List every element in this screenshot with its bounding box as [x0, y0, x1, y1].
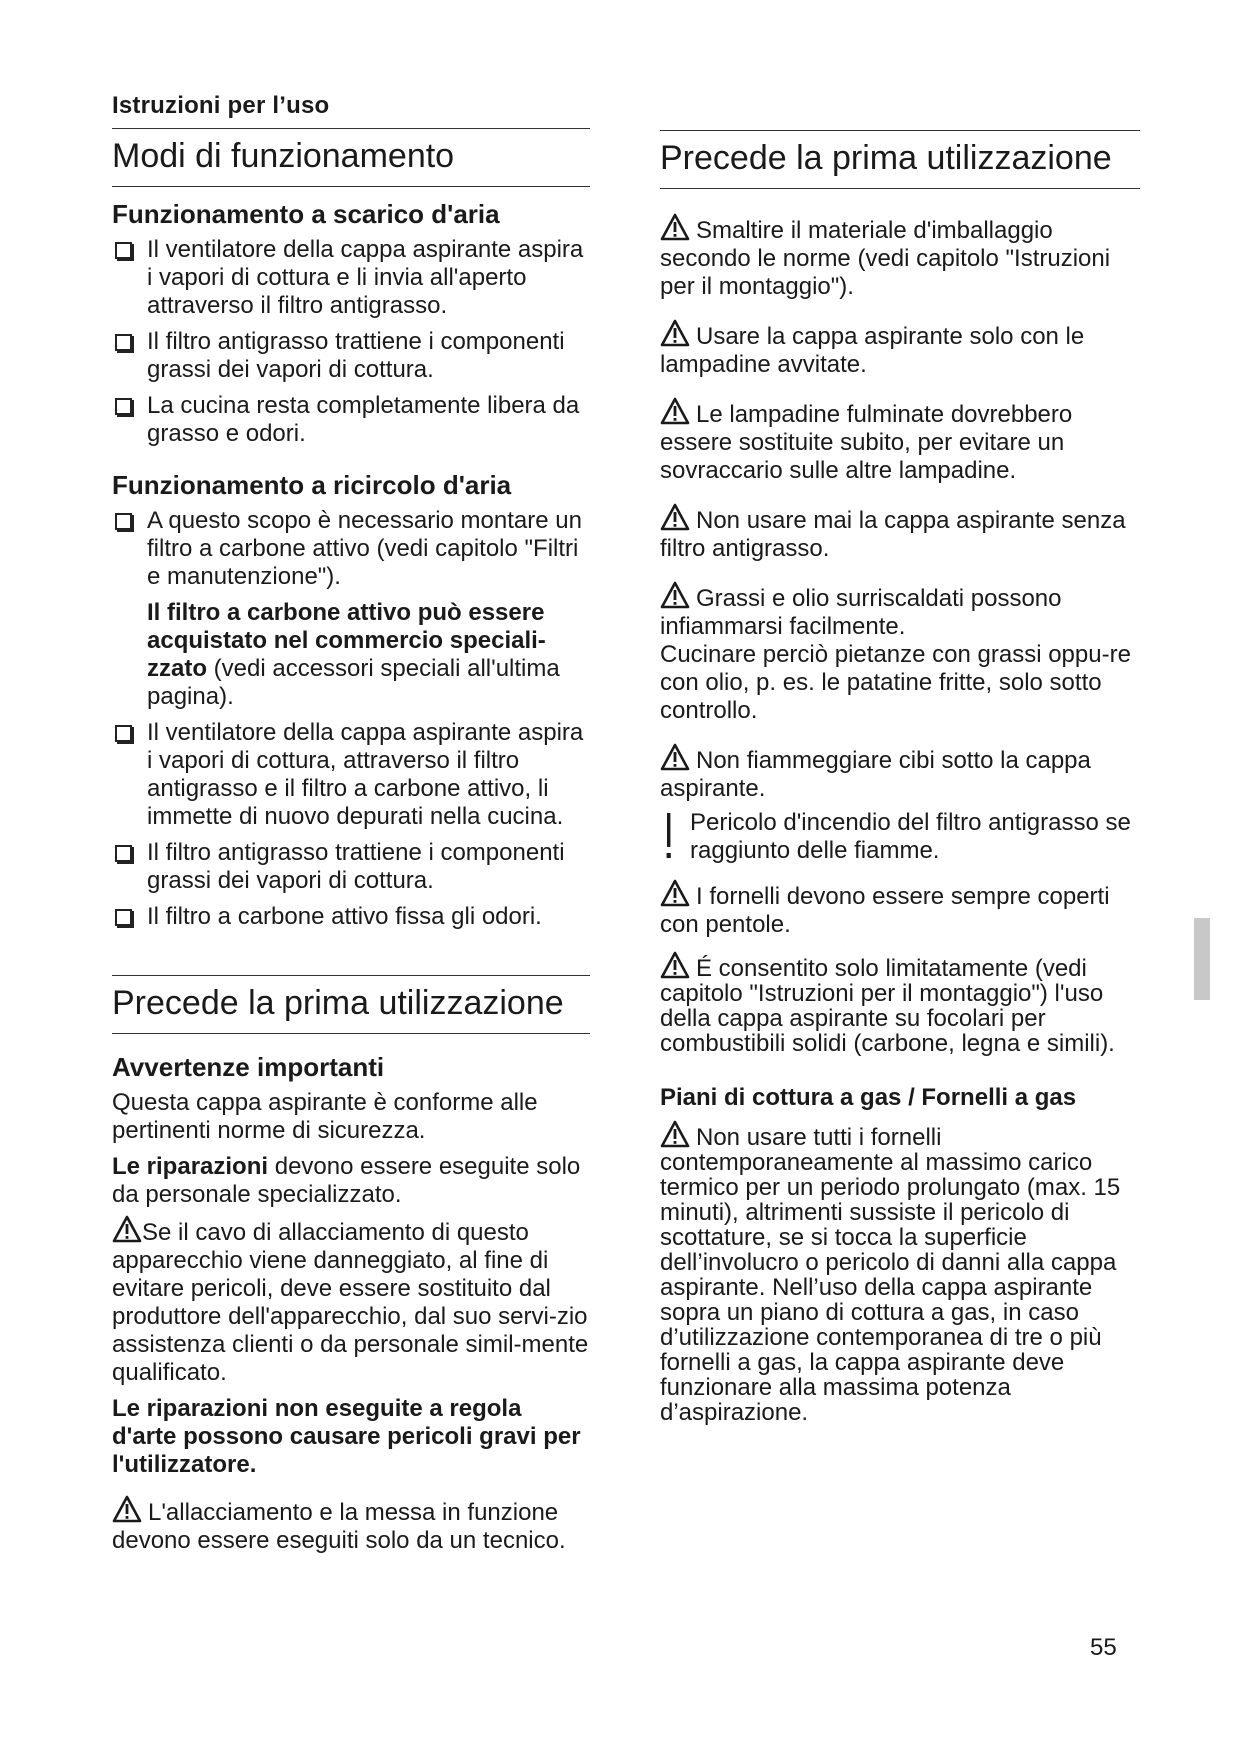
warning-icon [660, 581, 690, 609]
section-title-prima-right: Precede la prima utilizzazione [660, 139, 1112, 177]
checkbox-icon [115, 334, 132, 351]
warning-item: Non fiammeggiare cibi sotto la cappa aspirante. [660, 743, 1140, 803]
left-column [112, 92, 590, 1555]
checkbox-icon [115, 242, 132, 259]
paragraph-warning: Se il cavo di allacciamento di questo apparecchio viene danneggiato, al fine di evitare pericoli, deve essere sostituito dal produttore dell'apparecchio, dal suo servi-zio assistenza clienti o da personale simil-mente qualificato. [112, 1215, 590, 1387]
list-item: A questo scopo è necessario montare un filtro a carbone attivo (vedi capitolo "Filtri e manutenzione"). [112, 507, 590, 591]
page-number: 55 [1090, 1634, 1117, 1661]
warning-icon [112, 1215, 142, 1243]
warning-icon [660, 319, 690, 347]
document-header: Istruzioni per l’uso [112, 92, 330, 119]
checkbox-icon [115, 398, 132, 415]
paragraph: Questa cappa aspirante è conforme alle pertinenti norme di sicurezza. [112, 1089, 538, 1144]
caution-note: Pericolo d'incendio del filtro antigrasso se raggiunto delle fiamme. [660, 809, 1140, 865]
paragraph: Le riparazioni devono essere eseguite solo da personale specializzato. [112, 1153, 581, 1208]
divider [660, 188, 1140, 189]
warning-item: I fornelli devono essere sempre coperti con pentole. [660, 879, 1140, 939]
list-item: La cucina resta completamente libera da grasso e odori. [112, 392, 590, 448]
checkbox-icon [115, 909, 132, 926]
checkbox-icon [115, 845, 132, 862]
warning-icon [660, 213, 690, 241]
exclamation-icon [660, 809, 678, 865]
right-column [660, 92, 1140, 1443]
note-carbon-filter: Il filtro a carbone attivo può essere acquistato nel commercio speciali-zzato (vedi accessori speciali all'ultima pagina). [147, 599, 560, 710]
page-edge-tab [1194, 918, 1210, 1000]
warning-item: Le lampadine fulminate dovrebbero essere sostituite subito, per evitare un sovraccario sulle altre lampadine. [660, 397, 1140, 485]
section-title-prima: Precede la prima utilizzazione [112, 984, 564, 1022]
divider [112, 186, 590, 187]
section-title-modi: Modi di funzionamento [112, 137, 455, 175]
warning-icon [660, 951, 690, 979]
subtitle-scarico: Funzionamento a scarico d'aria [112, 199, 500, 229]
warning-icon [112, 1495, 142, 1523]
subtitle-avvertenze: Avvertenze importanti [112, 1052, 385, 1082]
paragraph-bold: Le riparazioni non eseguite a regola d'arte possono causare pericoli gravi per l'utilizzatore. [112, 1395, 581, 1478]
list-item: Il filtro antigrasso trattiene i componenti grassi dei vapori di cottura. [112, 328, 590, 384]
warning-icon [660, 503, 690, 531]
list-item: Il ventilatore della cappa aspirante aspira i vapori di cottura, attraverso il filtro antigrasso e il filtro a carbone attivo, li immette di nuovo depurati nella cucina. [112, 719, 590, 831]
warning-icon [660, 879, 690, 907]
warning-item: Usare la cappa aspirante solo con le lampadine avvitate. [660, 319, 1140, 379]
warning-item: Smaltire il materiale d'imballaggio secondo le norme (vedi capitolo "Istruzioni per il montaggio"). [660, 213, 1140, 301]
subtitle-gas: Piani di cottura a gas / Fornelli a gas [660, 1084, 1077, 1111]
checkbox-icon [115, 513, 132, 530]
checkbox-icon [115, 725, 132, 742]
warning-icon [660, 397, 690, 425]
list-item: Il filtro antigrasso trattiene i componenti grassi dei vapori di cottura. [112, 839, 590, 895]
paragraph-warning: L'allacciamento e la messa in funzione devono essere eseguiti solo da un tecnico. [112, 1495, 590, 1555]
subtitle-ricircolo: Funzionamento a ricircolo d'aria [112, 470, 512, 500]
warning-item: Non usare mai la cappa aspirante senza filtro antigrasso. [660, 503, 1140, 563]
divider [112, 1033, 590, 1034]
warning-item: Grassi e olio surriscaldati possono infiammarsi facilmente. Cucinare perciò pietanze con grassi oppu-re con olio, p. es. le patatine fritte, solo sotto controllo. [660, 581, 1140, 725]
warning-icon [660, 743, 690, 771]
warning-item: Non usare tutti i fornelli contemporaneamente al massimo carico termico per un periodo prolungato (max. 15 minuti), altrimenti sussiste il pericolo di scottature, se si tocca la superficie dell’involucro o pericolo di danni alla cappa aspirante. Nell’uso della cappa aspirante sopra un piano di cottura a gas, in caso d’utilizzazione contemporanea di tre o più fornelli a gas, la cappa aspirante deve funzionare alla massima potenza d’aspirazione. [660, 1120, 1140, 1425]
warning-icon [660, 1120, 690, 1148]
list-item: Il ventilatore della cappa aspirante aspira i vapori di cottura e li invia all'aperto attraverso il filtro antigrasso. [112, 236, 590, 320]
list-item: Il filtro a carbone attivo fissa gli odori. [112, 903, 590, 931]
warning-item: É consentito solo limitatamente (vedi capitolo "Istruzioni per il montaggio") l'uso della cappa aspirante su focolari per combustibili solidi (carbone, legna e simili). [660, 951, 1140, 1056]
